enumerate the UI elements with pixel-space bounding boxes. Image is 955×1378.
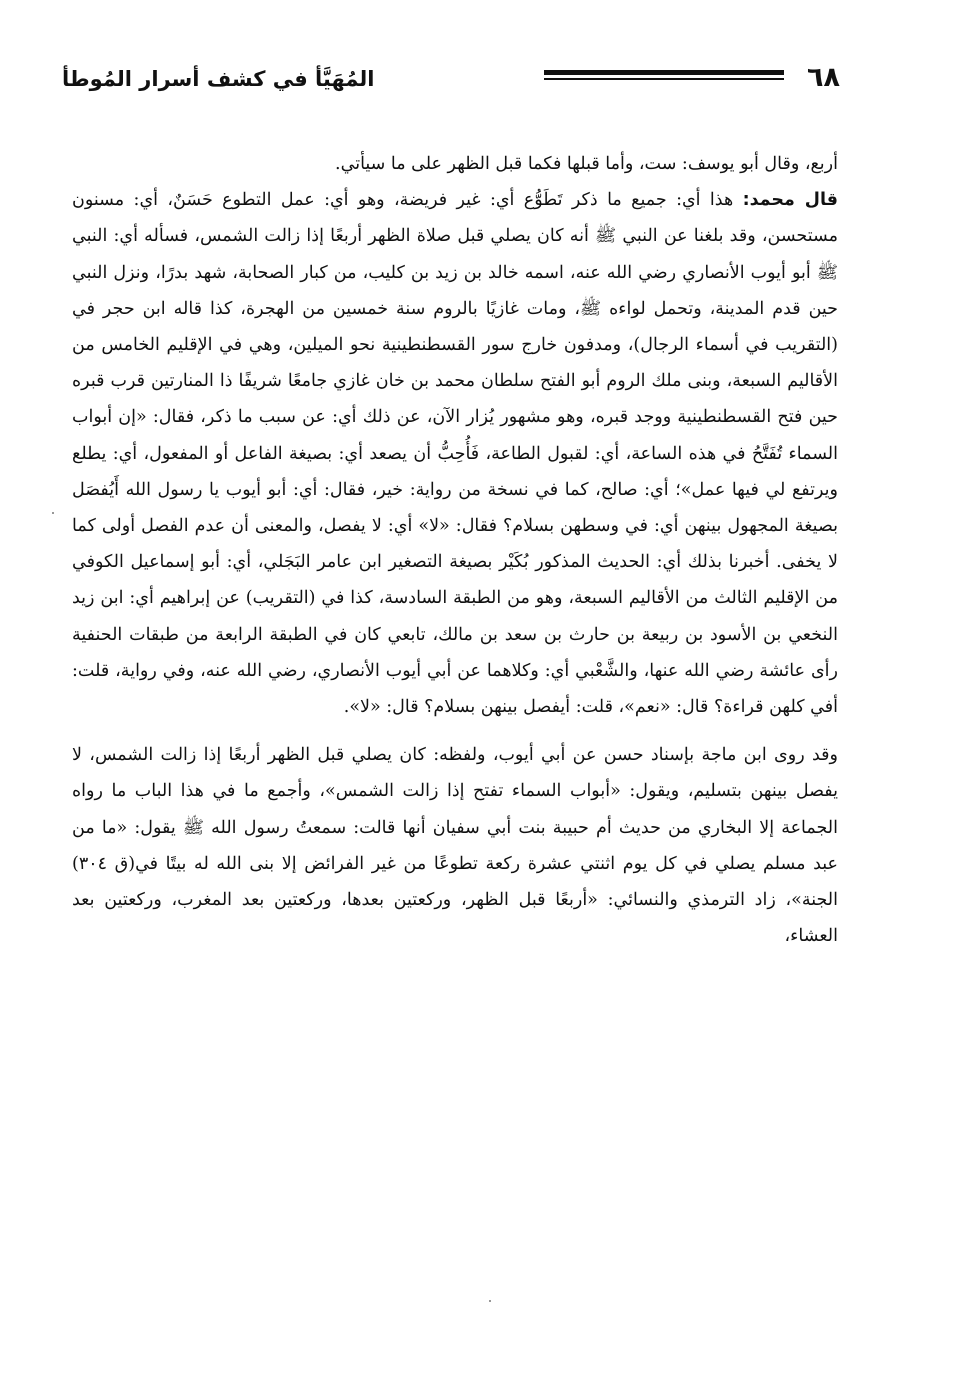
scan-speck bbox=[489, 1300, 491, 1302]
paragraph-2-text: هذا أي: جميع ما ذكر تَطَوُّع أي: غير فريضة، وهو أي: عمل التطوع حَسَنٌ، أي: مسنون مستحسن، وقد بلغنا عن النبي ﷺ أنه كان يصلي قبل صلاة الظهر أربعًا إذا زالت الشمس، فسأله أي: النبي ﷺ أبو أيوب الأنصاري رضي الله عنه، اسمه خالد بن زيد بن كليب، من كبار الصحابة، شهد بدرًا، ونزل النبي حين قدم المدينة، وتحمل لواءه ﷺ، ومات غازيًا بالروم سنة خمسين من الهجرة، كذا قاله ابن حجر في (التقريب في أسماء الرجال)، ومدفون خارج سور القسطنطينية نحو الميلين، وهي في الإقليم الخامس من الأقاليم السبعة، وبنى ملك الروم أبو الفتح سلطان محمد بن خان غازي جامعًا شريفًا ذا المنارتين قرب قبره حين فتح القسطنطينية ووجد قبره، وهو مشهور يُزار الآن، عن ذلك أي: عن سبب ما ذكر، فقال: «إن أبواب السماء تُفَتَّحُ في هذه الساعة، أي: لقبول الطاعة، فَأُحِبُّ أن يصعد أي: بصيغة الفاعل أو المفعول، أي: يطلع ويرتفع لي فيها عمل»؛ أي: صالح، كما في نسخة من رواية: خير، فقال: أي: أبو أيوب يا رسول الله أَيُفصَل بصيغة المجهول بينهن أي: في وسطهن بسلام؟ فقال: «لا» أي: لا يفصل، والمعنى أن عدم الفصل أولى كما لا يخفى. أخبرنا بذلك أي: الحديث المذكور بُكَيْر بصيغة التصغير ابن عامر البَجَلي، أي: أبو إسماعيل الكوفي من الإقليم الثالث من الأقاليم السبعة، وهو من الطبقة السادسة، كذا في (التقريب) عن إبراهيم أي: ابن زيد النخعي بن الأسود بن ربيعة بن حارث بن سعد بن مالك، تابعي كان في الطبقة الرابعة من طبقات الحنفية رأى عائشة رضي الله عنها، والشَّعْبي أي: وكلاهما عن أبي أيوب الأنصاري، رضي الله عنه، وفي رواية، قلت: أفي كلهن قراءة؟ قال: «نعم»، قلت: أيفصل بينهن بسلام؟ قال: «لا». bbox=[72, 190, 838, 718]
paragraph-3-text: وقد روى ابن ماجة بإسناد حسن عن أبي أيوب، ولفظه: كان يصلي قبل الظهر أربعًا إذا زالت الشمس، لا يفصل بينهن بتسليم، ويقول: «أبواب السماء تفتح إذا زالت الشمس»، وأجمع ما في هذا الباب ما رواه الجماعة إلا البخاري من حديث أم حبيبة بنت أبي سفيان أنها قالت: سمعتُ رسول الله ﷺ يقول: «ما من عبد مسلم يصلي في كل يوم اثنتي عشرة ركعة تطوعًا من غير الفرائض إلا بنى الله له بيتًا في(ق ٣٠٤) الجنة»، زاد الترمذي والنسائي: «أربعًا قبل الظهر، وركعتين بعدها، وركعتين بعد المغرب، وركعتين بعد العشاء، bbox=[72, 745, 838, 947]
scan-speck bbox=[52, 512, 54, 514]
paragraph-1 bbox=[72, 146, 838, 182]
body-text bbox=[72, 146, 838, 954]
page-number: ٦٨ bbox=[807, 62, 840, 93]
paragraph-3 bbox=[72, 737, 838, 954]
paragraph-2-lead: قال محمد: bbox=[742, 190, 838, 211]
paragraph-2 bbox=[72, 182, 838, 725]
book-title: المُهَيَّأ في كشف أسرار المُوطأ bbox=[62, 67, 375, 91]
paragraph-1-text: أربع، وقال أبو يوسف: ست، وأما قبلها فكما قبل الظهر على ما سيأتي. bbox=[335, 154, 838, 174]
page-header bbox=[62, 60, 840, 100]
header-rule bbox=[544, 70, 784, 80]
